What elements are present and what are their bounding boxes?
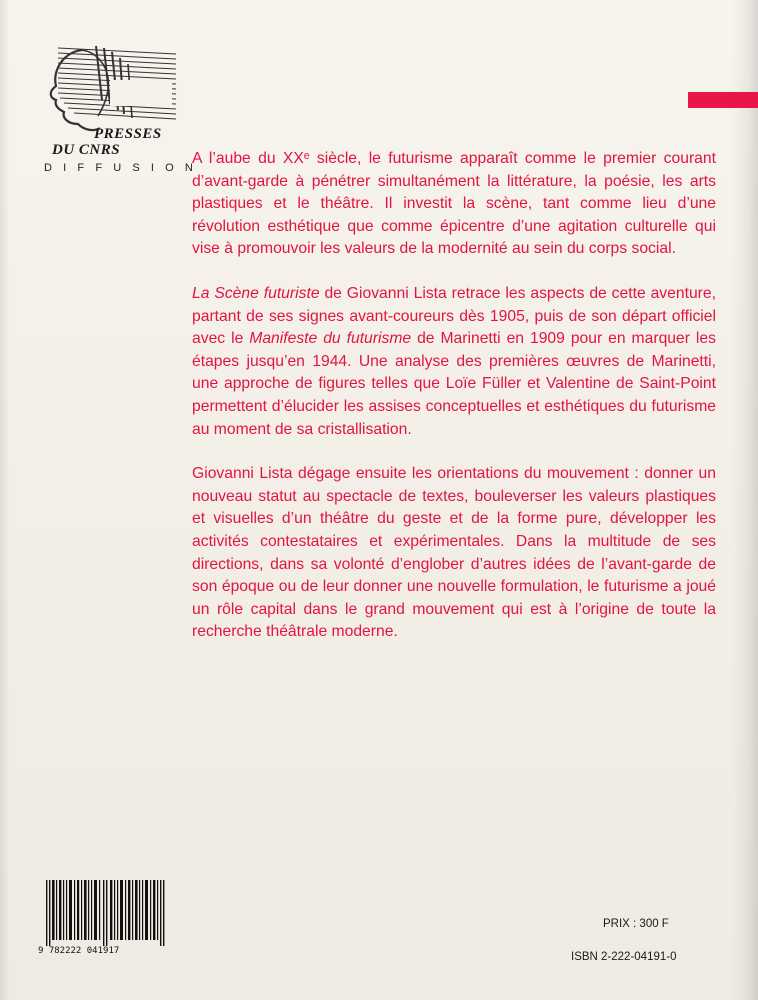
blurb-paragraph-2 bbox=[192, 283, 716, 441]
blurb-paragraph-3: Giovanni Lista dégage ensuite les orientations du mouvement : donner un nouveau statut au spectacle de textes, bouleverser les valeurs plastiques et visuelles d’un théâtre du geste et de la forme pure, développer les activités contestataires et expérimentales. Dans la multitude de ses directions, dans sa volonté d’englober d’autres idées de l’avant-garde de son époque ou de leur donner une nouvelle formulation, le futurisme a joué un rôle capital dans le grand mouvement qui est à l’origine de toute la recherche théâtrale moderne. bbox=[192, 465, 716, 641]
publisher-diffusion-label: DIFFUSION bbox=[44, 162, 205, 174]
barcode-icon bbox=[46, 880, 172, 946]
book-title-italic: La Scène futuriste bbox=[192, 284, 320, 302]
profile-lines-logo-icon bbox=[38, 40, 188, 140]
cover-right-shadow bbox=[732, 0, 758, 1000]
cover-left-shadow bbox=[0, 0, 10, 1000]
blurb-paragraph-2-part-b: de Marinetti en 1909 pour en marquer les étapes jusqu’en 1944. Une analyse des premières œuvres de Marinetti, une approche de figures telles que Loïe Füller et Valentine de Saint-Point permettent d’élucider les assises conceptuelles et esthétiques du futurisme au moment de sa cristallisation. bbox=[192, 330, 716, 438]
blurb-paragraph-1: A l’aube du XXᵉ siècle, le futurisme apparaît comme le premier courant d’avant-garde à pénétrer simultanément la littérature, la poésie, les arts plastiques et le théâtre. Il investit la scène, tant comme lieu d’une révolution esthétique que comme épicentre d’une agitation culturelle qui vise à promouvoir les valeurs de la modernité au sein du corps social. bbox=[192, 150, 716, 258]
publisher-logo bbox=[38, 40, 205, 180]
blurb-text bbox=[192, 148, 716, 666]
red-accent-tab bbox=[688, 92, 758, 108]
publisher-name-line2: DU CNRS bbox=[52, 142, 121, 158]
isbn-label: ISBN 2-222-04191-0 bbox=[571, 951, 677, 963]
publisher-name-line1: PRESSES bbox=[94, 126, 162, 142]
blurb-paragraph-2-part-a: de Giovanni Lista retrace les aspects de cette aventure, partant de ses signes avant-coureurs dès 1905, puis de son départ officiel avec le bbox=[192, 284, 716, 348]
barcode-number: 9 782222 041917 bbox=[38, 946, 120, 956]
isbn-barcode bbox=[38, 880, 180, 966]
manifesto-title-italic: Manifeste du futurisme bbox=[249, 330, 412, 348]
price-label: PRIX : 300 F bbox=[603, 918, 669, 930]
